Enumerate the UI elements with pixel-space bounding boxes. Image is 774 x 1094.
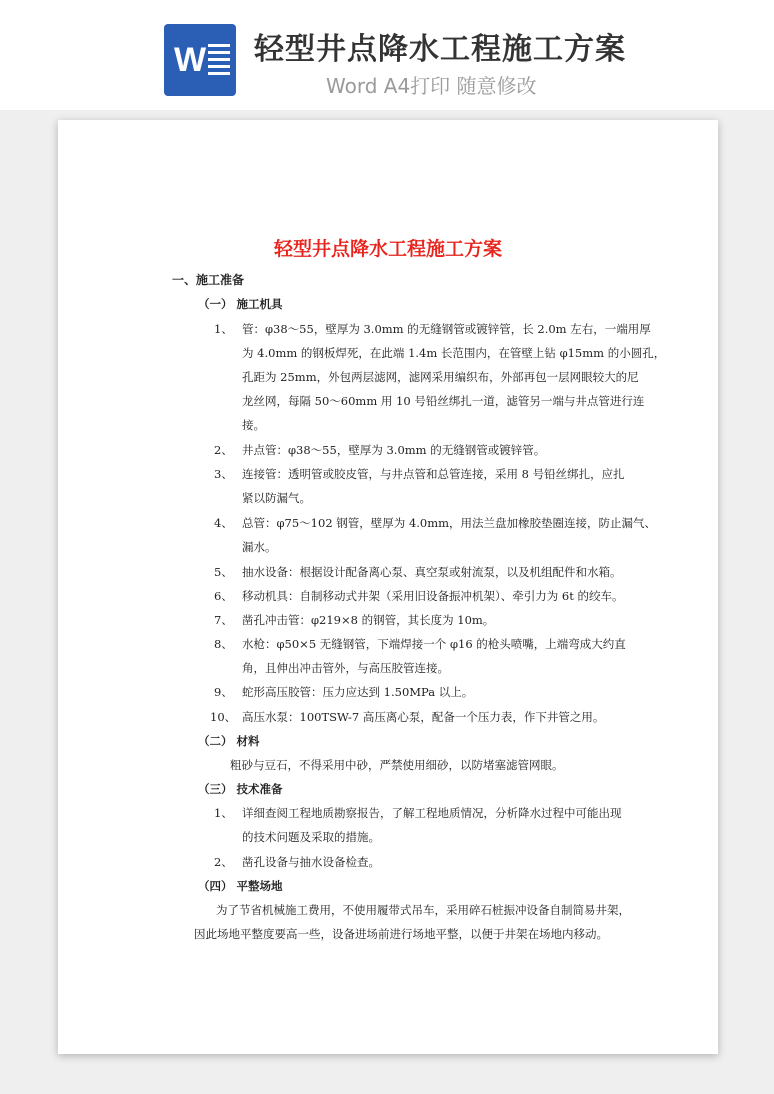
list-item-line: 接。 (242, 418, 265, 432)
subsection-heading: （一） 施工机具 (198, 297, 283, 311)
subsection-heading: （二） 材料 (198, 734, 260, 748)
list-item-line: 凿孔设备与抽水设备检查。 (242, 855, 380, 869)
section-heading: 一、施工准备 (172, 273, 245, 287)
word-icon-lines (208, 44, 230, 79)
list-number: 3、 (214, 467, 233, 481)
word-icon-letter: W (173, 41, 207, 79)
list-item-line: 孔距为 25mm，外包两层滤网，滤网采用编织布，外部再包一层网眼较大的尼 (242, 370, 639, 384)
list-item-line: 管：φ38～55，壁厚为 3.0mm 的无缝钢管或镀锌管，长 2.0m 左右，一端用厚 (242, 322, 651, 336)
list-number: 2、 (214, 855, 233, 869)
list-number: 4、 (214, 516, 233, 530)
list-number: 10、 (210, 710, 237, 724)
banner-subtitle: Word A4打印 随意修改 (326, 74, 537, 98)
paragraph-line: 粗砂与豆石，不得采用中砂，严禁使用细砂，以防堵塞滤管网眼。 (230, 758, 564, 772)
list-item-line: 总管：φ75～102 钢管，壁厚为 4.0mm，用法兰盘加橡胶垫圈连接，防止漏气、 (242, 516, 657, 530)
document-title: 轻型井点降水工程施工方案 (273, 238, 502, 260)
list-item-line: 井点管：φ38～55，壁厚为 3.0mm 的无缝钢管或镀锌管。 (242, 443, 546, 457)
subsection-heading: （三） 技术准备 (198, 782, 283, 796)
subsection-heading: （四） 平整场地 (198, 879, 283, 893)
list-item-line: 紧以防漏气。 (242, 491, 311, 505)
word-icon (164, 24, 236, 96)
list-item-line: 角，且伸出冲击管外，与高压胶管连接。 (242, 661, 449, 675)
list-item-line: 漏水。 (242, 540, 277, 554)
list-item-line: 龙丝网，每隔 50～60mm 用 10 号铅丝绑扎一道，滤管另一端与井点管进行连 (242, 394, 645, 408)
list-item-line: 的技术问题及采取的措施。 (242, 830, 380, 844)
paragraph-line: 为了节省机械施工费用，不使用履带式吊车，采用碎石桩振冲设备自制简易井架， (216, 903, 630, 917)
list-number: 1、 (214, 806, 233, 820)
list-number: 5、 (214, 565, 233, 579)
list-item-line: 高压水泵：100TSW-7 高压离心泵，配备一个压力表，作下井管之用。 (242, 710, 605, 724)
list-number: 6、 (214, 589, 233, 603)
list-number: 8、 (214, 637, 233, 651)
list-item-line: 凿孔冲击管：φ219×8 的钢管，其长度为 10m。 (242, 613, 495, 627)
document-page (58, 120, 718, 1054)
list-item-line: 抽水设备：根据设计配备离心泵、真空泵或射流泵，以及机组配件和水箱。 (242, 565, 622, 579)
banner-title: 轻型井点降水工程施工方案 (254, 32, 626, 67)
list-item-line: 水枪：φ50×5 无缝钢管，下端焊接一个 φ16 的枪头喷嘴，上端弯成大约直 (242, 637, 626, 651)
paragraph-line: 因此场地平整度要高一些，设备进场前进行场地平整，以便于井架在场地内移动。 (194, 927, 608, 941)
list-number: 1、 (214, 322, 233, 336)
list-number: 2、 (214, 443, 233, 457)
header-banner (0, 0, 774, 110)
list-number: 9、 (214, 685, 233, 699)
list-item-line: 移动机具：自制移动式井架（采用旧设备振冲机架）、牵引力为 6t 的绞车。 (242, 589, 624, 603)
list-item-line: 详细查阅工程地质勘察报告，了解工程地质情况，分析降水过程中可能出现 (242, 806, 622, 820)
list-item-line: 连接管：透明管或胶皮管，与井点管和总管连接，采用 8 号铅丝绑扎，应扎 (242, 467, 625, 481)
list-number: 7、 (214, 613, 233, 627)
list-item-line: 为 4.0mm 的钢板焊死，在此端 1.4m 长范围内，在管壁上钻 φ15mm 的小圆孔， (242, 346, 666, 360)
list-item-line: 蛇形高压胶管：压力应达到 1.50MPa 以上。 (242, 685, 474, 699)
